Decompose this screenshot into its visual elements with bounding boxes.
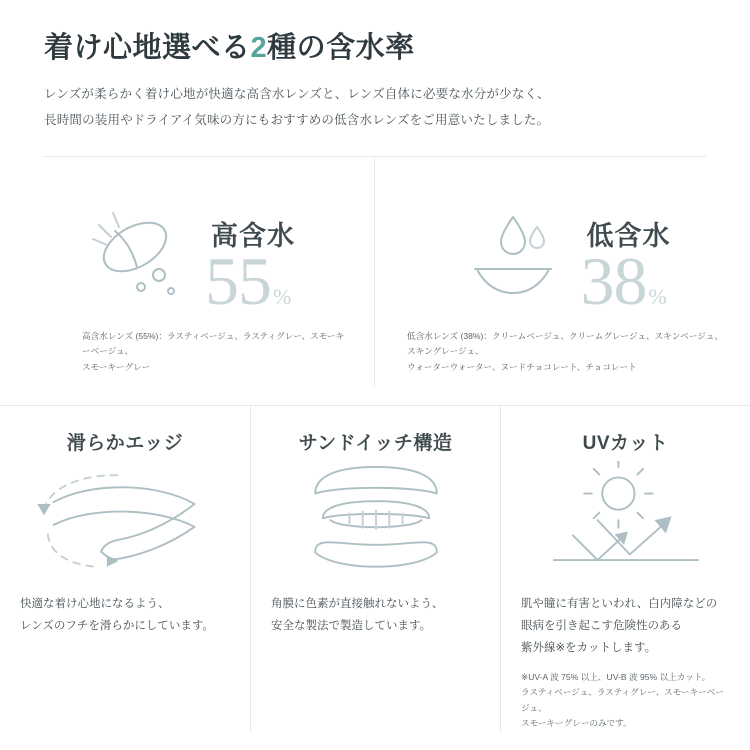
title-part-2: 種の含水率 [267,32,415,64]
page-title [44,30,706,66]
feature-smooth-edge-desc-line-2: レンズのフチを滑らかにしています。 [20,619,214,632]
water-card-low-unit: % [648,284,667,310]
water-card-high-head [18,183,356,320]
feature-sandwich-structure-title: サンドイッチ構造 [298,432,453,454]
water-card-high-value [205,243,292,320]
header-subtitle [44,82,706,133]
water-card-low-note [393,329,732,377]
header [0,0,750,157]
smooth-edge-icon [20,459,230,587]
feature-uv-cut-desc-line-1: 肌や瞳に有害といわれ、白内障などの [521,597,718,610]
water-card-high-label: 高含水 [211,220,295,251]
water-card-low-number: 38 [580,243,647,320]
water-card-low-head [393,183,732,320]
feature-smooth-edge [0,406,250,732]
water-card-low [375,157,750,387]
feature-uv-cut-desc [521,593,730,660]
subtitle-line-2: 長時間の装用やドライアイ気味の方にもおすすめの低含水レンズをご用意いたしました。 [44,112,550,127]
feature-sandwich-structure-desc-line-1: 角膜に色素が直接触れないよう、 [271,597,444,610]
title-part-1: 着け心地選べる [44,32,251,64]
feature-uv-cut-footnote-line-2: ラスティベージュ、ラスティグレー、スモーキーベージュ、 [521,687,724,713]
feature-smooth-edge-desc-line-1: 快適な着け心地になるよう、 [20,597,170,610]
feature-uv-cut-footnote-line-1: ※UV-A 波 75% 以上、UV-B 波 95% 以上カット。 [521,671,711,682]
feature-smooth-edge-desc [20,593,230,638]
water-card-high-unit: % [273,284,292,310]
feature-sandwich-structure [250,406,500,732]
water-content-section [0,157,750,387]
water-card-low-note-line-2: ウォーターウォーター、ヌードチョコレート、チョコレート [407,362,637,373]
water-card-low-text [580,220,671,320]
feature-sandwich-structure-desc-line-2: 安全な製法で製造しています。 [271,619,432,632]
feature-uv-cut [500,406,750,732]
lens-with-bubbles-icon [79,195,199,313]
water-card-high-note-line-1: 高含水レンズ (55%)：ラスティベージュ、ラスティグレー、スモーキーベージュ、 [82,330,345,357]
feature-uv-cut-title: UVカット [582,432,669,454]
title-accent-number: 2 [250,32,268,64]
feature-uv-cut-desc-line-2: 眼病を引き起こす危険性のある [521,619,682,632]
feature-uv-cut-footnote [521,670,730,732]
water-card-high [0,157,375,387]
feature-uv-cut-desc-line-3: 紫外線※をカットします。 [521,642,657,655]
water-card-low-note-line-1: 低含水レンズ (38%)：クリームベージュ、クリームグレージュ、スキンベージュ、スキングレージュ、 [407,330,723,357]
water-card-high-note-line-2: スモーキーグレー [82,362,151,373]
subtitle-line-1: レンズが柔らかく着け心地が快適な高含水レンズと、レンズ自体に必要な水分が少なく、 [44,87,550,102]
feature-uv-cut-footnote-line-3: スモーキーグレーのみです。 [521,718,632,729]
water-card-high-text [205,220,295,320]
water-drop-in-lens-icon [455,195,575,313]
feature-smooth-edge-title: 滑らかエッジ [66,432,184,454]
water-card-high-number: 55 [205,243,271,320]
water-card-low-label: 低含水 [586,220,671,251]
sandwich-structure-icon [271,459,480,587]
features-section [0,405,750,732]
water-card-high-note [18,329,356,377]
uv-cut-sun-icon [521,459,730,587]
feature-sandwich-structure-desc [271,593,480,638]
water-card-low-value [580,243,667,320]
